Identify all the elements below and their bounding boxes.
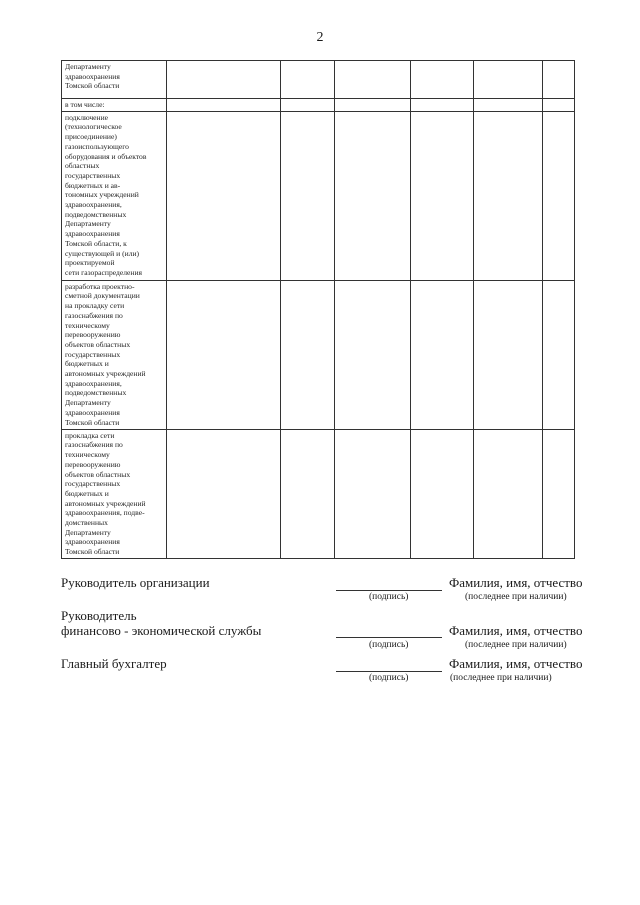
table-cell [335,280,411,429]
row-label: прокладка сети газоснабжения по техническому перевооружению объектов областных государственных бюджетных и автономных учреждений здравоохранения, подве- домственных Департаменту здравоохранения Томской области [62,429,167,558]
table-cell [543,61,575,99]
table-cell [335,111,411,280]
full-name-caption: (последнее при наличии) [450,673,552,683]
full-name-caption: (последнее при наличии) [465,640,567,650]
page-number: 2 [316,30,324,45]
table-cell [411,111,474,280]
table-cell [543,280,575,429]
signature-caption: (подпись) [369,673,409,683]
table-cell [281,429,335,558]
data-table [61,60,575,559]
table-cell [281,61,335,99]
signature-title: Главный бухгалтер [61,656,167,671]
table-cell [474,99,543,112]
table-row [62,429,575,558]
table-cell [474,61,543,99]
table-row [62,99,575,112]
table-cell [335,99,411,112]
signature-title: Руководитель финансово - экономической службы [61,608,262,638]
row-label: разработка проектно- сметной документации на прокладку сети газоснабжения по техническому перевооружению объектов областных государственных бюджетных и автономных учреждений здравоохранения, подведомственных Департаменту здравоохранения Томской области [62,280,167,429]
table-row [62,111,575,280]
table-cell [474,111,543,280]
table-cell [474,280,543,429]
table-cell [281,99,335,112]
table-cell [335,61,411,99]
full-name-label: Фамилия, имя, отчество [449,623,583,638]
table-cell [281,111,335,280]
table-cell [411,61,474,99]
row-label: в том числе: [62,99,167,112]
table-cell [543,429,575,558]
row-label: Департаменту здравоохранения Томской области [62,61,167,99]
table-row [62,280,575,429]
table-cell [411,99,474,112]
full-name-label: Фамилия, имя, отчество [449,575,583,590]
full-name-label: Фамилия, имя, отчество [449,656,583,671]
table-cell [281,280,335,429]
table-cell [167,99,281,112]
table-row [62,61,575,99]
table-cell [167,61,281,99]
signature-caption: (подпись) [369,640,409,650]
signature-title: Руководитель организации [61,575,210,590]
signature-line [336,671,442,672]
signature-caption: (подпись) [369,592,409,602]
table-cell [167,280,281,429]
table-cell [411,280,474,429]
table-cell [543,99,575,112]
table-cell [167,111,281,280]
signature-line [336,590,442,591]
table-cell [543,111,575,280]
table-cell [335,429,411,558]
table-cell [474,429,543,558]
row-label: подключение (технологическое присоединение) газоиспользующего оборудования и объектов областных государственных бюджетных и ав- тономных учреждений здравоохранения, подведомственных Департаменту здравоохранения Томской области, к существующей и (или) проектируемой сети газораспределения [62,111,167,280]
signature-line [336,637,442,638]
table-cell [167,429,281,558]
table-cell [411,429,474,558]
full-name-caption: (последнее при наличии) [465,592,567,602]
